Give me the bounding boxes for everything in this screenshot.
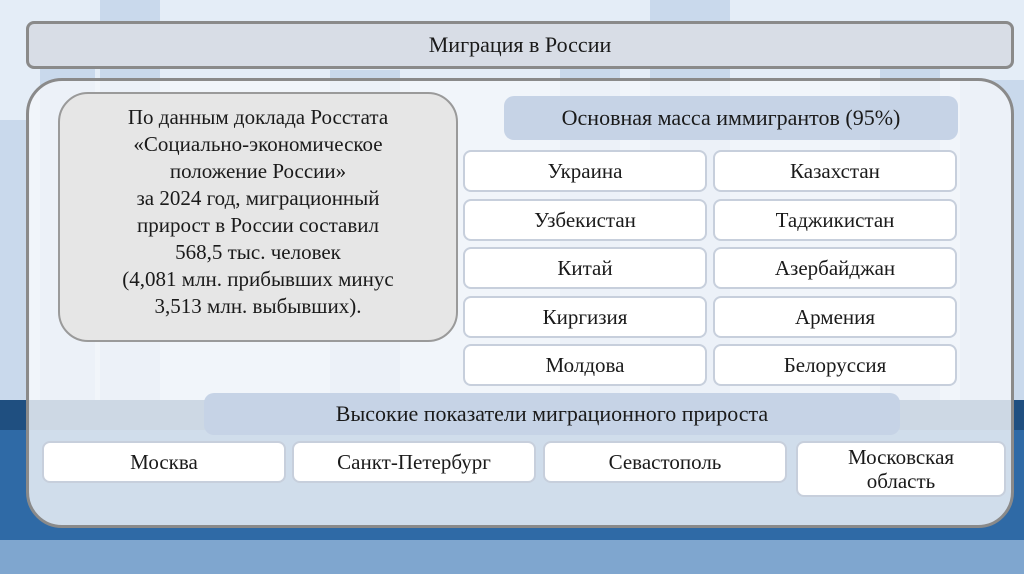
country-item: Китай xyxy=(463,247,707,289)
report-line: прирост в России составил xyxy=(136,213,379,237)
report-line: По данным доклада Росстата xyxy=(127,105,389,129)
region-item: Санкт-Петербург xyxy=(292,441,536,483)
report-line: за 2024 год, миграционный xyxy=(136,186,380,210)
country-item: Украина xyxy=(463,150,707,192)
report-line: 568,5 тыс. человек xyxy=(175,240,341,264)
report-line: 3,513 млн. выбывших). xyxy=(154,294,362,318)
report-line: положение России» xyxy=(169,159,347,183)
report-line: «Социально-экономическое xyxy=(133,132,383,156)
region-item: Московская область xyxy=(796,441,1006,497)
report-line: (4,081 млн. прибывших минус xyxy=(122,267,394,291)
country-item: Молдова xyxy=(463,344,707,386)
country-item: Узбекистан xyxy=(463,199,707,241)
country-item: Белоруссия xyxy=(713,344,957,386)
country-item: Таджикистан xyxy=(713,199,957,241)
country-item: Армения xyxy=(713,296,957,338)
country-item: Казахстан xyxy=(713,150,957,192)
country-item: Азербайджан xyxy=(713,247,957,289)
immigrants-header: Основная масса иммигрантов (95%) xyxy=(504,96,958,140)
region-item: Москва xyxy=(42,441,286,483)
growth-header: Высокие показатели миграционного прироста xyxy=(204,393,900,435)
page-title: Миграция в России xyxy=(26,21,1014,69)
country-item: Киргизия xyxy=(463,296,707,338)
report-summary xyxy=(58,92,458,342)
region-item: Севастополь xyxy=(543,441,787,483)
